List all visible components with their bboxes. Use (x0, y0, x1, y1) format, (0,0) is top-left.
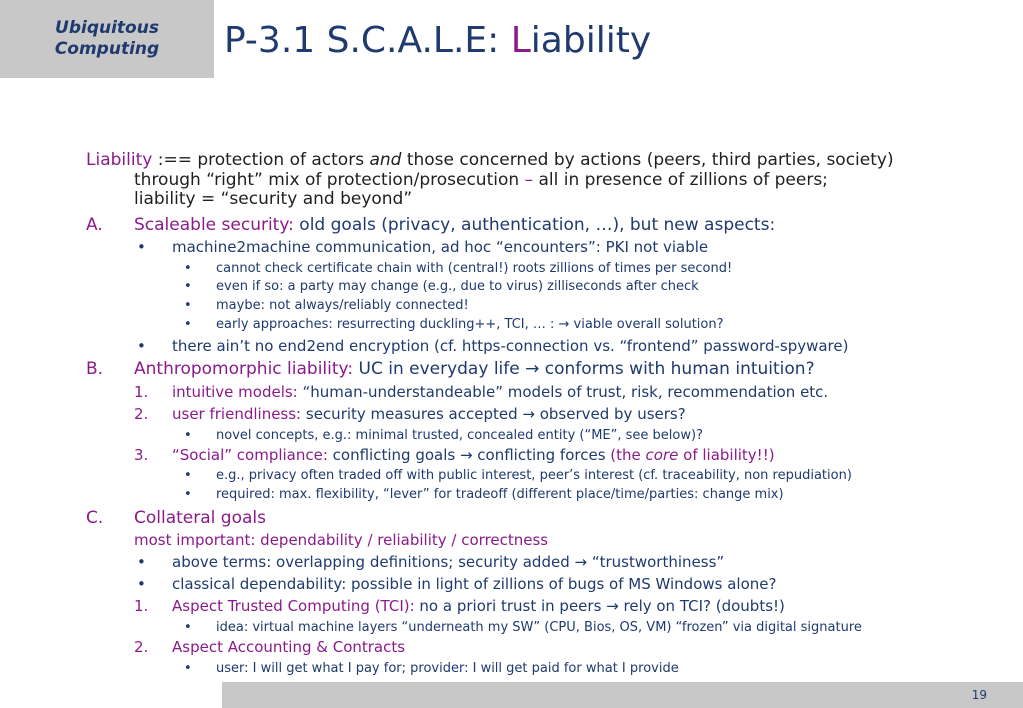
section-a-heading: Scaleable security: old goals (privacy, authentication, …), but new aspects: (134, 215, 776, 235)
bullet: • (184, 661, 192, 676)
bullet: • (137, 337, 146, 355)
section-b-marker: B. (86, 359, 104, 379)
section-b-item-3-number: 3. (134, 446, 149, 464)
bullet: • (184, 317, 192, 332)
title-rest: iability (530, 20, 652, 61)
logo-line-1: Ubiquitous (55, 18, 159, 38)
section-b-item-2-sub: novel concepts, e.g.: minimal trusted, concealed entity (“ME”, see below)? (216, 428, 703, 443)
bullet: • (184, 428, 192, 443)
section-b-heading: Anthropomorphic liability: UC in everyday life → conforms with human intuition? (134, 359, 815, 379)
section-c-bullet-2: classical dependability: possible in light of zillions of bugs of MS Windows alone? (172, 575, 777, 593)
section-c-item-2-sub: user: I will get what I pay for; provider: I will get paid for what I provide (216, 661, 679, 676)
section-c-item-2-number: 2. (134, 638, 149, 656)
section-a-bullet-2: there ain’t no end2end encryption (cf. https-connection vs. “frontend” password-spyware) (172, 337, 849, 355)
section-c-subheading: most important: dependability / reliability / correctness (134, 531, 549, 549)
section-c-marker: C. (86, 508, 104, 528)
intro-line-3: liability = “security and beyond” (134, 189, 413, 209)
section-b-item-2-number: 2. (134, 405, 149, 423)
logo-line-2: Computing (54, 39, 160, 59)
section-b-item-3-sub-2: required: max. flexibility, “lever” for tradeoff (different place/time/parties: change mix) (216, 487, 784, 502)
intro-line-2: through “right” mix of protection/prosecution – all in presence of zillions of peers; (134, 170, 828, 190)
title-main: P-3.1 S.C.A.L.E: (224, 20, 511, 61)
section-a-bullet-1: machine2machine communication, ad hoc “encounters”: PKI not viable (172, 238, 709, 256)
section-c-item-1: Aspect Trusted Computing (TCI): no a priori trust in peers → rely on TCI? (doubts!) (172, 597, 785, 615)
section-a-sub-1: cannot check certificate chain with (central!) roots zillions of times per second! (216, 261, 733, 276)
bullet: • (184, 620, 192, 635)
bullet: • (137, 553, 146, 571)
section-b-item-1-number: 1. (134, 383, 149, 401)
section-b-item-3: “Social” compliance: conflicting goals → conflicting forces (the core of liability!!) (172, 446, 775, 464)
section-c-item-1-number: 1. (134, 597, 149, 615)
course-logo (0, 0, 214, 78)
bullet: • (137, 238, 146, 256)
section-c-item-1-sub: idea: virtual machine layers “underneath my SW” (CPU, Bios, OS, VM) “frozen” via digital signature (216, 620, 862, 635)
title-accent-letter: L (510, 20, 531, 61)
section-b-item-2: user friendliness: security measures accepted → observed by users? (172, 405, 686, 423)
bullet: • (184, 468, 192, 483)
intro-line-1: Liability :== protection of actors and those concerned by actions (peers, third parties, society) (86, 150, 894, 170)
section-a-sub-3: maybe: not always/reliably connected! (216, 298, 469, 313)
bullet: • (184, 279, 192, 294)
slide-title (224, 19, 651, 63)
section-a-sub-2: even if so: a party may change (e.g., due to virus) zilliseconds after check (216, 279, 699, 294)
intro-term: Liability (86, 150, 153, 170)
section-a-marker: A. (86, 215, 103, 235)
section-c-heading: Collateral goals (134, 508, 266, 528)
page-number: 19 (971, 688, 987, 702)
bullet: • (184, 261, 192, 276)
section-b-item-3-sub-1: e.g., privacy often traded off with public interest, peer’s interest (cf. traceability, non repudiation) (216, 468, 852, 483)
section-c-bullet-1: above terms: overlapping definitions; security added → “trustworthiness” (172, 553, 725, 571)
bullet: • (184, 487, 192, 502)
bullet: • (137, 575, 146, 593)
section-c-item-2: Aspect Accounting & Contracts (172, 638, 406, 656)
footer-bar (222, 682, 1023, 708)
section-a-sub-4: early approaches: resurrecting duckling++, TCI, … : → viable overall solution? (216, 317, 724, 332)
section-b-item-1: intuitive models: “human-understandeable” models of trust, risk, recommendation etc. (172, 383, 829, 401)
bullet: • (184, 298, 192, 313)
